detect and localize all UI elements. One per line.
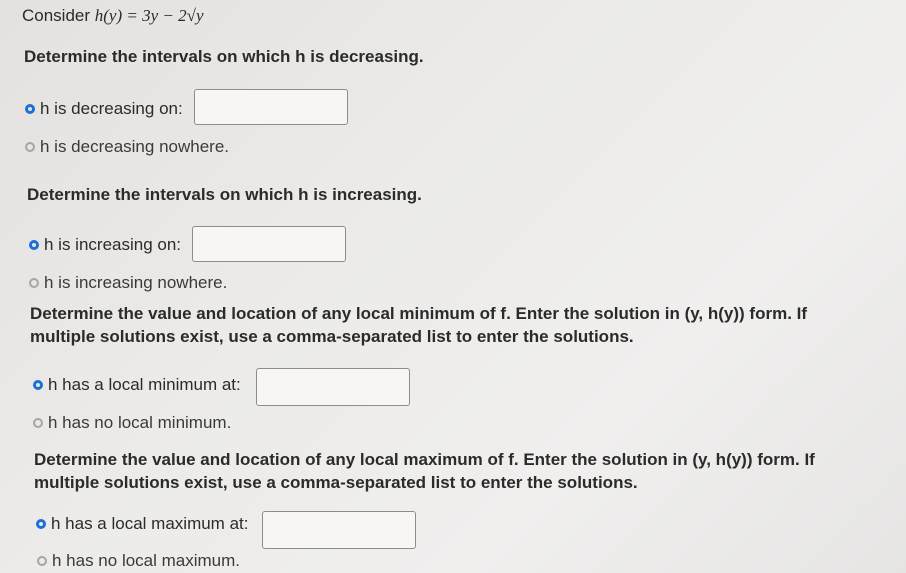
local-maximum-question-line2: multiple solutions exist, use a comma-separated list to enter the solutions. [34,473,638,492]
decreasing-question: Determine the intervals on which h is decreasing. [24,47,424,66]
increasing-nowhere-label: h is increasing nowhere. [44,273,228,292]
local-maximum-input[interactable] [262,511,416,549]
radio-selected-icon[interactable] [33,380,43,390]
radio-selected-icon[interactable] [29,240,39,250]
no-local-maximum-option[interactable] [37,551,240,571]
decreasing-on-label: h is decreasing on: [40,99,183,118]
radio-selected-icon[interactable] [25,104,35,114]
decreasing-interval-input[interactable] [194,89,348,125]
consider-label: Consider [22,6,95,25]
no-local-minimum-label: h has no local minimum. [48,413,232,432]
local-minimum-at-option[interactable] [33,375,241,395]
decreasing-nowhere-option[interactable] [25,137,229,157]
radio-selected-icon[interactable] [36,519,46,529]
increasing-on-label: h is increasing on: [44,235,182,254]
radio-unselected-icon[interactable] [29,278,39,288]
local-maximum-at-option[interactable] [36,514,248,534]
local-minimum-question-line1: Determine the value and location of any local minimum of f. Enter the solution in (y, h(y)) form. If [30,304,808,323]
no-local-maximum-label: h has no local maximum. [52,551,241,570]
local-minimum-question-line2: multiple solutions exist, use a comma-separated list to enter the solutions. [30,327,634,346]
increasing-on-option[interactable] [29,235,181,255]
increasing-nowhere-option[interactable] [29,273,227,293]
decreasing-on-option[interactable] [25,99,183,119]
function-definition [22,6,204,26]
no-local-minimum-option[interactable] [33,413,231,433]
local-minimum-at-label: h has a local minimum at: [48,375,241,394]
local-maximum-at-label: h has a local maximum at: [51,514,249,533]
radio-unselected-icon[interactable] [37,556,47,566]
local-minimum-input[interactable] [256,368,410,406]
function-expression: h(y) = 3y − 2√y [94,6,204,25]
local-maximum-question-line1: Determine the value and location of any local maximum of f. Enter the solution in (y, h(y)) form. If [34,450,815,469]
increasing-interval-input[interactable] [192,226,346,262]
radio-unselected-icon[interactable] [33,418,43,428]
radio-unselected-icon[interactable] [25,142,35,152]
decreasing-nowhere-label: h is decreasing nowhere. [40,137,230,156]
increasing-question: Determine the intervals on which h is increasing. [27,185,422,204]
